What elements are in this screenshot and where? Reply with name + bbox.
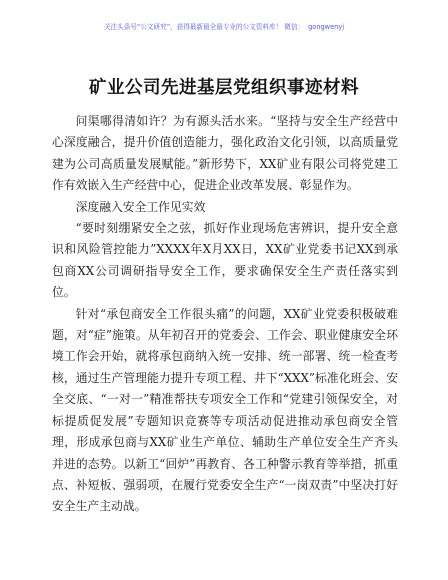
wechat-handle: gongwenyj <box>308 23 345 31</box>
intro-paragraph: 问渠哪得清如许？为有源头活水来。“坚持与安全生产经营中心深度融合，提升价值创造能力，强化政治文化引领，以高质量党建为公司高质量发展赋能。”新形势下，XX矿业有限公司将党建工作有效嵌入生产经营中心，促进企业改革发展、彰显作为。 <box>52 114 398 193</box>
body-paragraph: “要时刻绷紧安全之弦，抓好作业现场危害辨识，提升安全意识和风险管控能力”XXXX年X月XX日，XX矿业党委书记XX到承包商XX公司调研指导安全工作，要求确保安全生产责任落实到位。 <box>52 221 398 300</box>
body-paragraph: 针对“承包商安全工作很头痛”的问题，XX矿业党委积极破难题，对“症”施策。从年初召开的党委会、工作会、职业健康安全环境工作会开始，就将承包商纳入统一安排、统一部署、统一检查考核，通过生产管理能力提升专项工程、井下“XXX”标准化班会、安全交底、“一对一”精准帮扶专项安全工作和“党建引领保安全，对标提质促发展”专题知识竞赛等专项活动促进推动承包商安全管理，形成承包商与XX矿业生产单位、辅助生产单位安全生产齐头并进的态势。以新工“回炉”再教育、各工种警示教育等举措，抓重点、补短板、强弱项，在履行党委安全生产“一岗双责”中坚决打好安全生产主动战。 <box>52 306 398 514</box>
promo-banner-text: 关注头条号“公文研究”，获得最新最全最专业的公文资料库！ 微信： <box>103 23 305 31</box>
document-body <box>52 111 398 518</box>
promo-banner <box>0 22 448 32</box>
section-subheading: 深度融入安全工作见实效 <box>75 199 206 214</box>
document-title: 矿业公司先进基层党组织事迹材料 <box>89 78 359 98</box>
